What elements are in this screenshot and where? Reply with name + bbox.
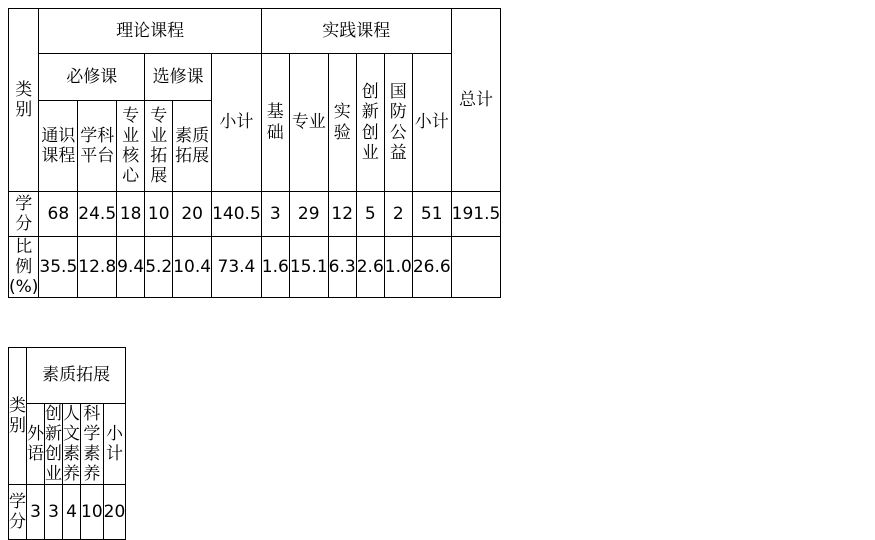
header-major-extension-line1: 专业 <box>150 105 168 146</box>
header-category: 类别 <box>9 9 39 192</box>
cell-credits-total: 191.5 <box>451 192 501 237</box>
header-category-2: 类别 <box>9 348 27 485</box>
cell-ratio-defense-public: 1.0 <box>384 237 412 298</box>
cell-ratio-discipline: 12.8 <box>78 237 117 298</box>
header-innovation <box>356 54 384 192</box>
cell-ratio-theory-subtotal: 73.4 <box>212 237 262 298</box>
cell-credits-theory-subtotal: 140.5 <box>212 192 262 237</box>
header-grand-total: 总计 <box>451 9 501 192</box>
header-major-core-line2: 核心 <box>122 146 140 187</box>
header-required-courses: 必修课 <box>39 54 145 101</box>
header-discipline-platform-line1: 学科 <box>80 125 115 146</box>
cell-ratio-major-core: 9.4 <box>117 237 145 298</box>
cell-credits-practice-subtotal: 51 <box>412 192 451 237</box>
table-row <box>9 485 126 540</box>
cell-credits-quality-subtotal: 20 <box>103 485 126 540</box>
cell-credits-humanities: 4 <box>63 485 81 540</box>
table-row <box>9 192 501 237</box>
table-header-row-2 <box>9 404 126 485</box>
table-header-row-1 <box>9 348 126 404</box>
header-innovation-line2: 创业 <box>361 122 379 163</box>
cell-ratio-general: 35.5 <box>39 237 78 298</box>
header-basic: 基础 <box>261 54 289 192</box>
cell-credits-innovation-entrepreneurship: 3 <box>45 485 63 540</box>
cell-ratio-major-ext: 5.2 <box>145 237 173 298</box>
header-major-core-line1: 专业 <box>122 105 140 146</box>
header-major: 专业 <box>289 54 328 192</box>
cell-credits-defense-public: 2 <box>384 192 412 237</box>
cell-credits-foreign-language: 3 <box>27 485 45 540</box>
header-elective-courses: 选修课 <box>145 54 212 101</box>
row-label-credits-2: 学分 <box>9 485 27 540</box>
cell-ratio-practice-subtotal: 26.6 <box>412 237 451 298</box>
header-general-course-line1: 通识 <box>41 125 76 146</box>
header-quality-expansion-group: 素质拓展 <box>27 348 126 404</box>
header-experiment: 实验 <box>328 54 356 192</box>
cell-ratio-major: 15.1 <box>289 237 328 298</box>
header-theory-courses: 理论课程 <box>39 9 261 54</box>
cell-ratio-total <box>451 237 501 298</box>
table-header-row-1 <box>9 9 501 54</box>
cell-credits-major-ext: 10 <box>145 192 173 237</box>
header-practice-courses: 实践课程 <box>261 9 451 54</box>
header-major-core <box>117 101 145 192</box>
header-innovation-entrepreneurship: 创新创业 <box>45 404 62 485</box>
header-foreign-language: 外语 <box>27 404 45 485</box>
header-quality-extension-line1: 素质 <box>175 125 210 146</box>
header-theory-subtotal: 小计 <box>212 54 262 192</box>
cell-ratio-quality-ext: 10.4 <box>173 237 212 298</box>
cell-credits-innovation: 5 <box>356 192 384 237</box>
cell-credits-major: 29 <box>289 192 328 237</box>
header-humanities: 人文素养 <box>63 404 80 485</box>
header-general-course-line2: 课程 <box>41 146 76 166</box>
header-science-literacy: 科学素养 <box>81 404 104 485</box>
header-major-extension <box>145 101 173 192</box>
credit-structure-table <box>8 8 501 298</box>
header-defense-public-line1: 国防 <box>389 82 407 123</box>
cell-credits-basic: 3 <box>261 192 289 237</box>
header-general-course <box>39 101 78 192</box>
header-discipline-platform-line2: 平台 <box>80 146 115 166</box>
cell-credits-major-core: 18 <box>117 192 145 237</box>
cell-ratio-experiment: 6.3 <box>328 237 356 298</box>
cell-credits-experiment: 12 <box>328 192 356 237</box>
header-quality-extension-line2: 拓展 <box>175 146 210 166</box>
table-row <box>9 237 501 298</box>
cell-ratio-innovation: 2.6 <box>356 237 384 298</box>
table-header-row-2 <box>9 54 501 101</box>
header-quality-extension <box>173 101 212 192</box>
cell-credits-discipline: 24.5 <box>78 192 117 237</box>
quality-expansion-table <box>8 347 126 540</box>
header-quality-subtotal: 小计 <box>103 404 126 485</box>
header-discipline-platform <box>78 101 117 192</box>
header-practice-subtotal: 小计 <box>412 54 451 192</box>
header-defense-public <box>384 54 412 192</box>
cell-credits-general: 68 <box>39 192 78 237</box>
header-defense-public-line2: 公益 <box>389 122 407 163</box>
row-label-ratio: 比例(%) <box>9 237 39 298</box>
row-label-credits: 学分 <box>9 192 39 237</box>
cell-credits-quality-ext: 20 <box>173 192 212 237</box>
cell-ratio-basic: 1.6 <box>261 237 289 298</box>
cell-credits-science-literacy: 10 <box>81 485 104 540</box>
header-innovation-line1: 创新 <box>361 82 379 123</box>
header-major-extension-line2: 拓展 <box>150 146 168 187</box>
